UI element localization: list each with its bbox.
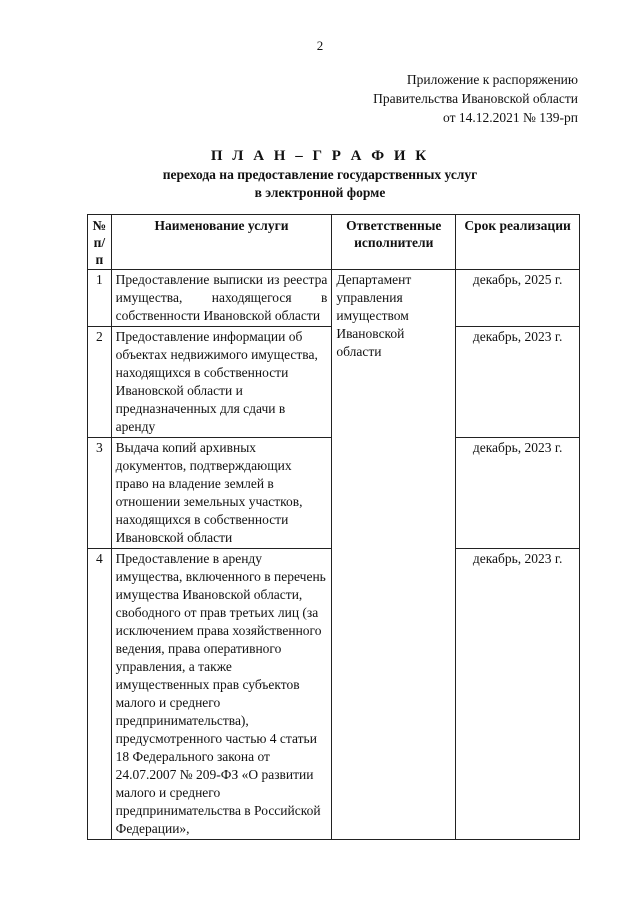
- header-executor: Ответственные исполнители: [332, 215, 456, 270]
- document-subtitle-line-2: в электронной форме: [254, 185, 386, 200]
- row-executor: Департамент управления имуществом Ивановской области: [332, 270, 456, 840]
- appendix-line-3: от 14.12.2021 № 139-рп: [443, 110, 578, 125]
- row-number: 2: [88, 327, 112, 438]
- row-term: декабрь, 2025 г.: [456, 270, 580, 327]
- row-number: 3: [88, 438, 112, 549]
- row-term: декабрь, 2023 г.: [456, 438, 580, 549]
- row-term: декабрь, 2023 г.: [456, 327, 580, 438]
- row-service-name: Предоставление выписки из реестра имущества, находящегося в собственности Ивановской области: [111, 270, 332, 327]
- table-row: [88, 270, 580, 327]
- row-term: декабрь, 2023 г.: [456, 549, 580, 840]
- document-subtitle-line-1: перехода на предоставление государственных услуг: [162, 167, 478, 182]
- page-number: 2: [316, 38, 324, 53]
- header-number: № п/п: [88, 215, 112, 270]
- row-number: 4: [88, 549, 112, 840]
- row-number: 1: [88, 270, 112, 327]
- header-term: Срок реализации: [456, 215, 580, 270]
- appendix-line-1: Приложение к распоряжению: [406, 72, 578, 87]
- document-title: П Л А Н – Г Р А Ф И К: [210, 148, 430, 164]
- appendix-line-2: Правительства Ивановской области: [373, 91, 578, 106]
- row-service-name: Предоставление информации об объектах недвижимого имущества, находящихся в собственности Ивановской области и предназначенных для сдачи в аренду: [111, 327, 332, 438]
- table-header-row: [88, 215, 580, 270]
- row-service-name: Выдача копий архивных документов, подтверждающих право на владение землей в отношении земельных участков, находящихся в собственности Ивановской области: [111, 438, 332, 549]
- row-service-name: Предоставление в аренду имущества, включенного в перечень имущества Ивановской области, свободного от прав третьих лиц (за исключением права хозяйственного ведения, права оперативного управления, а также имущественных прав субъектов малого и среднего предпринимательства), предусмотренного частью 4 статьи 18 Федерального закона от 24.07.2007 № 209-ФЗ «О развитии малого и среднего предпринимательства в Российской Федерации»,: [111, 549, 332, 840]
- document-heading: [0, 146, 640, 202]
- appendix-block: [318, 70, 578, 127]
- plan-table: [87, 214, 580, 840]
- header-service-name: Наименование услуги: [111, 215, 332, 270]
